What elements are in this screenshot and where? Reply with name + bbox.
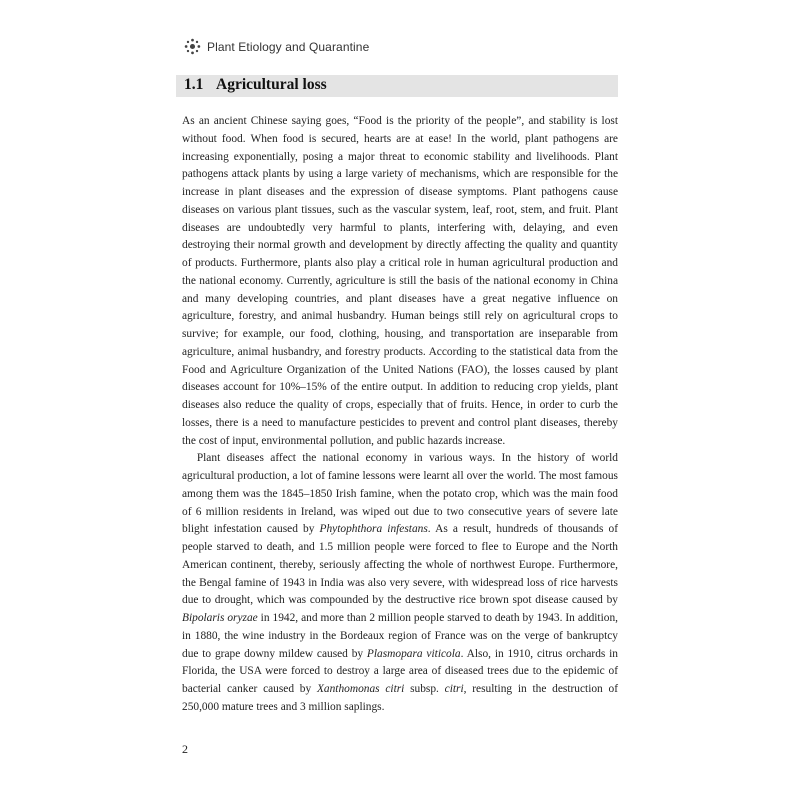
text-run: in 1942, and more than 2 million people starved to death by 1943. In addition, in 1880, the wine industry in the Bordeaux region of France was on the verge of bankruptcy due to grape downy mildew caused by	[182, 612, 618, 660]
text-run: As an ancient Chinese saying goes, “Food is the priority of the people”, and stability is lost without food. When food is secured, hearts are at ease! In the world, plant pathogens are increasing exponentially, posing a major threat to economic stability and livelihoods. Plant pathogens attack plants by using a large variety of mechanisms, which are responsible for the increase in plant diseases and the expression of disease symptoms. Plant pathogens cause diseases on various plant tissues, such as the vascular system, leaf, root, stem, and fruit. Plant diseases are undoubtedly very harmful to plants, interfering with, delaying, and even destroying their normal growth and development by directly affecting the quality and quantity of products. Furthermore, plants also play a critical role in human agricultural production and the national economy. Currently, agriculture is still the basis of the national economy in China and many developing countries, and plant diseases have a great negative influence on agriculture, forestry, and animal husbandry. Human beings still rely on agricultural crops to survive; for example, our food, clothing, housing, and transportation are inseparable from agriculture, animal husbandry, and forestry products. According to the statistical data from the Food and Agriculture Organization of the United Nations (FAO), the losses caused by plant diseases account for 10%–15% of the entire output. In addition to reducing crop yields, plant diseases also reduce the quality of crops, especially that of fruits. Hence, in order to curb the losses, there is a need to manufacture pesticides to prevent and control plant diseases, thereby the cost of input, environmental pollution, and public hazards increase.	[182, 115, 618, 447]
cog-flower-icon	[184, 38, 201, 55]
section-number: 1.1	[184, 76, 204, 93]
section-heading	[176, 75, 618, 97]
species-name: Phytophthora infestans	[319, 523, 428, 536]
running-header	[184, 38, 369, 55]
body-text	[182, 113, 618, 717]
header-title: Plant Etiology and Quarantine	[207, 39, 370, 54]
text-run: , resulting in the destruction of 250,000 mature trees and 3 million saplings.	[182, 683, 618, 713]
species-name: citri	[444, 683, 464, 695]
paragraph	[182, 450, 618, 716]
species-name: Bipolaris oryzae	[182, 612, 258, 624]
text-run: subsp.	[404, 683, 445, 695]
section-title: Agricultural loss	[216, 76, 327, 93]
text-run: . Also, in 1910, citrus orchards in Florida, the USA were forced to destroy a large area of diseased trees due to the epidemic of bacterial canker caused by	[182, 647, 619, 695]
text-run: . As a result, hundreds of thousands of people starved to death, and 1.5 million people were forced to flee to Europe and the North American continent, thereby, seriously affecting the whole of northwest Europe. Furthermore, the Bengal famine of 1943 in India was also very severe, with widespread loss of rice harvests due to drought, which was compounded by the destructive rice brown spot disease caused by	[182, 523, 618, 607]
species-name: Xanthomonas citri	[316, 683, 405, 695]
text-run: Plant diseases affect the national economy in various ways. In the history of world agricultural production, a lot of famine lessons were learnt all over the world. The most famous among them was the 1845–1850 Irish famine, when the potato crop, which was the main food of 6 million residents in Ireland, was wiped out due to two consecutive years of severe late blight infestation caused by	[182, 452, 618, 536]
page-number: 2	[182, 742, 188, 756]
species-name: Plasmopara viticola	[366, 647, 461, 660]
paragraph	[182, 113, 618, 450]
